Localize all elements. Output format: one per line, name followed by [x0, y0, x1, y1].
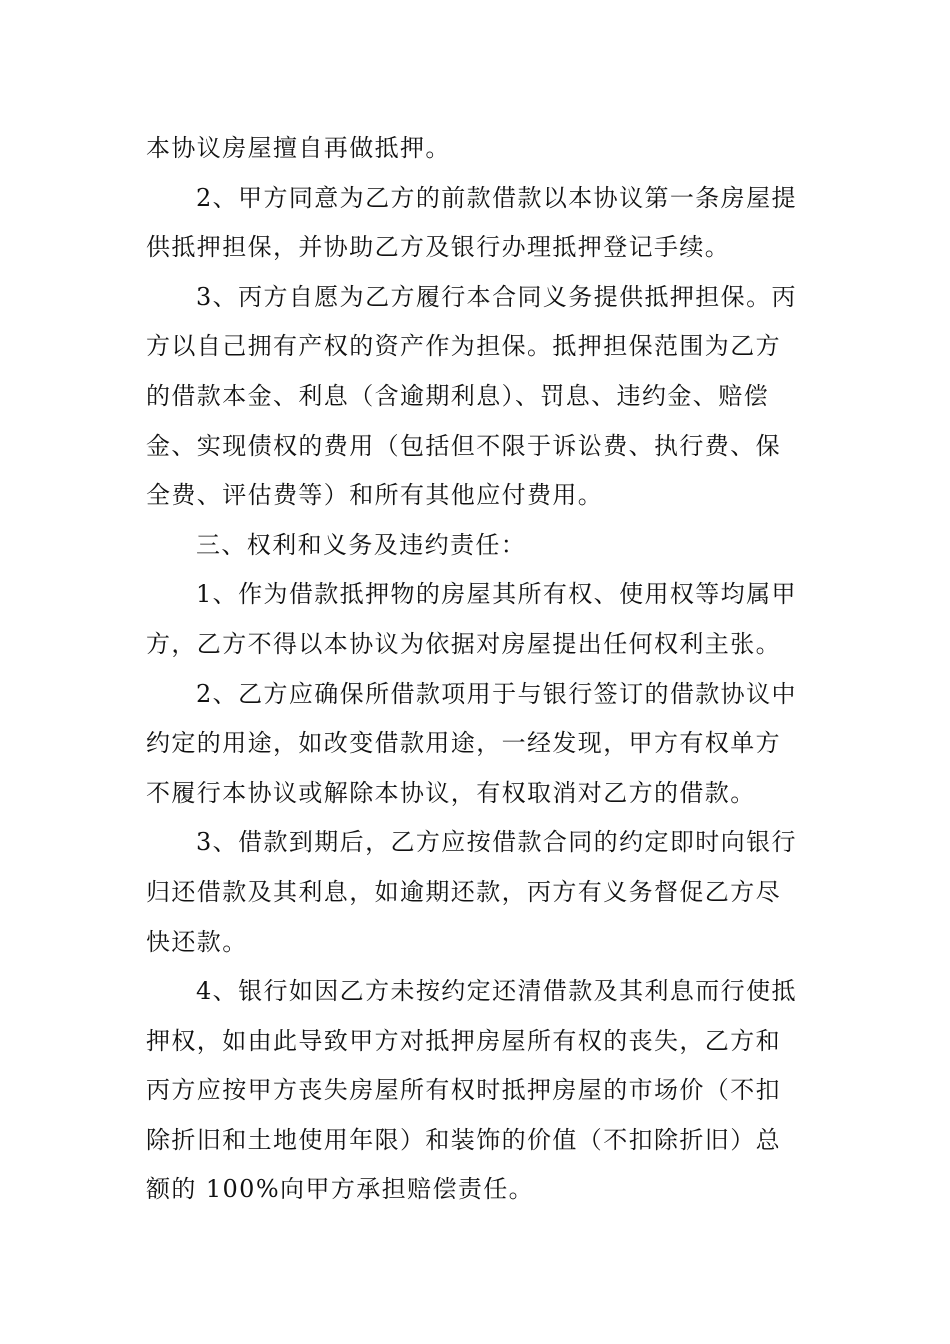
text-line: 不履行本协议或解除本协议，有权取消对乙方的借款。	[146, 778, 756, 807]
text-line: 2、甲方同意为乙方的前款借款以本协议第一条房屋提	[196, 183, 797, 212]
text-line: 全费、评估费等）和所有其他应付费用。	[146, 481, 604, 510]
text-line: 押权，如由此导致甲方对抵押房屋所有权的丧失，乙方和	[146, 1026, 781, 1055]
text-line: 3、丙方自愿为乙方履行本合同义务提供抵押担保。丙	[196, 282, 797, 311]
text-line: 3、借款到期后，乙方应按借款合同的约定即时向银行	[196, 828, 797, 857]
text-line: 约定的用途，如改变借款用途，一经发现，甲方有权单方	[146, 729, 781, 758]
text-line: 丙方应按甲方丧失房屋所有权时抵押房屋的市场价（不扣	[146, 1076, 781, 1105]
text-line: 4、银行如因乙方未按约定还清借款及其利息而行使抵	[196, 977, 797, 1006]
text-line: 金、实现债权的费用（包括但不限于诉讼费、执行费、保	[146, 431, 781, 460]
text-line: 供抵押担保，并协助乙方及银行办理抵押登记手续。	[146, 233, 731, 262]
text-line: 2、乙方应确保所借款项用于与银行签订的借款协议中	[196, 679, 797, 708]
text-line: 1、作为借款抵押物的房屋其所有权、使用权等均属甲	[196, 580, 797, 609]
text-line: 的借款本金、利息（含逾期利息）、罚息、违约金、赔偿	[146, 381, 769, 410]
text-line: 额的 100%向甲方承担赔偿责任。	[146, 1175, 535, 1204]
document-body	[146, 124, 808, 1215]
text-line: 快还款。	[146, 927, 248, 956]
text-line: 归还借款及其利息，如逾期还款，丙方有义务督促乙方尽	[146, 877, 781, 906]
section-heading: 三、权利和义务及违约责任：	[196, 530, 527, 559]
text-line: 本协议房屋擅自再做抵押。	[146, 134, 451, 162]
text-line: 方，乙方不得以本协议为依据对房屋提出任何权利主张。	[146, 629, 781, 658]
text-line: 方以自己拥有产权的资产作为担保。抵押担保范围为乙方	[146, 332, 781, 361]
text-line: 除折旧和土地使用年限）和装饰的价值（不扣除折旧）总	[146, 1125, 781, 1154]
